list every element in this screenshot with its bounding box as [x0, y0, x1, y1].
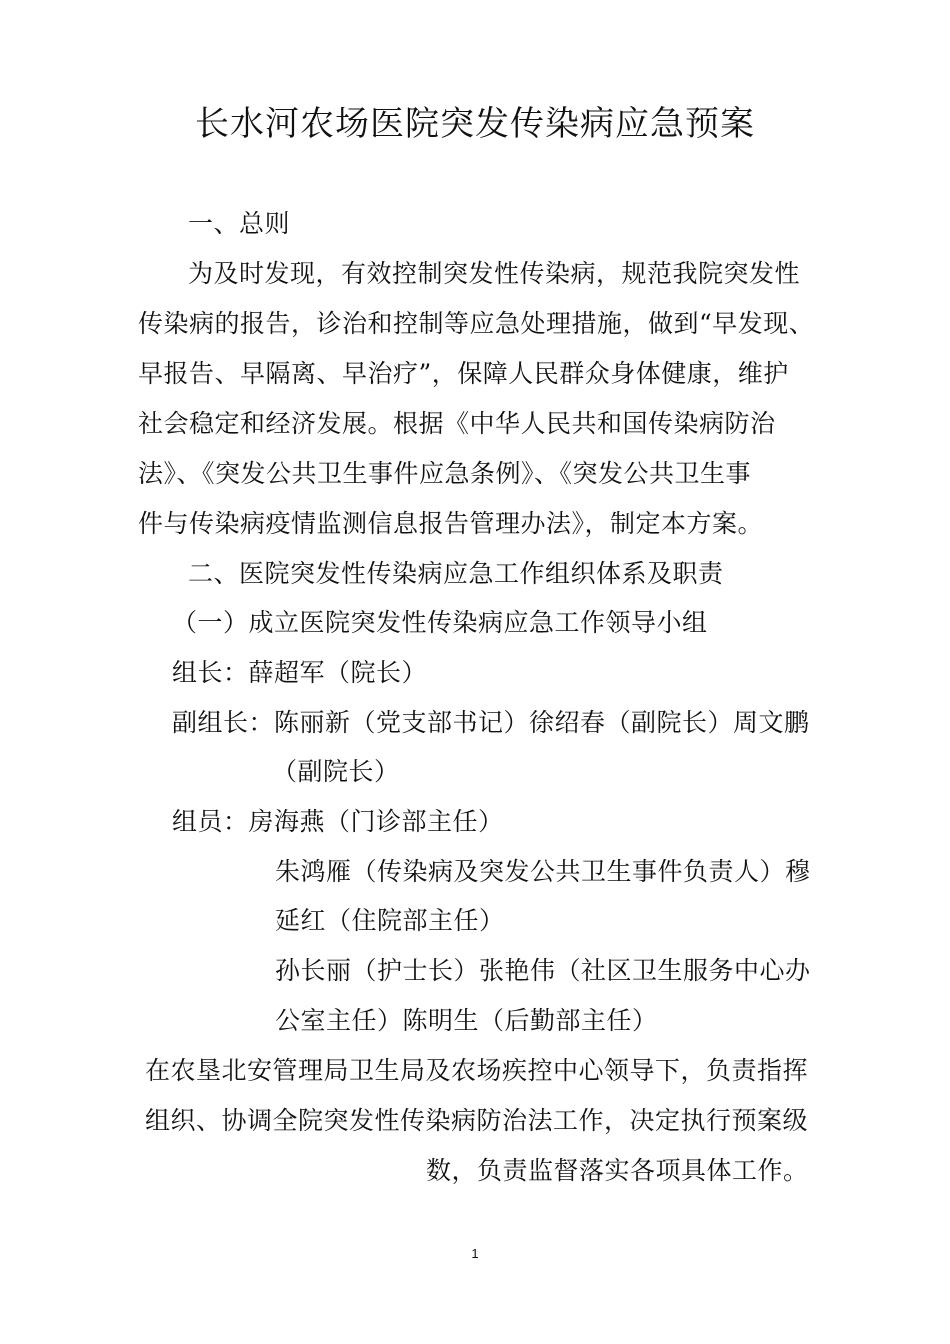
document-title: 长水河农场医院突发传染病应急预案 — [195, 104, 755, 144]
paragraph-line: 社会稳定和经济发展。根据《中华人民共和国传染病防治 — [138, 409, 776, 438]
deputy-leader-line: 副组长：陈丽新（党支部书记）徐绍春（副院长）周文鹏 — [172, 708, 810, 737]
members-line-cont: 公室主任）陈明生（后勤部主任） — [275, 1006, 658, 1035]
paragraph-line: 传染病的报告，诊治和控制等应急处理措施，做到“早发现、 — [138, 309, 815, 338]
subsection-heading: （一）成立医院突发性传染病应急工作领导小组 — [172, 608, 708, 637]
paragraph-line: 件与传染病疫情监测信息报告管理办法》，制定本方案。 — [138, 509, 764, 538]
paragraph-line: 法》、《突发公共卫生事件应急条例》、《突发公共卫生事 — [138, 459, 752, 488]
group-leader-line: 组长：薛超军（院长） — [172, 658, 428, 687]
members-line: 组员：房海燕（门诊部主任） — [172, 807, 504, 836]
duties-paragraph-line: 组织、协调全院突发性传染病防治法工作，决定执行预案级 — [145, 1106, 809, 1135]
section-heading-organization: 二、医院突发性传染病应急工作组织体系及职责 — [188, 559, 724, 588]
page-number: 1 — [471, 1246, 479, 1261]
duties-paragraph-line: 数，负责监督落实各项具体工作。 — [426, 1156, 809, 1185]
paragraph-line: 为及时发现，有效控制突发性传染病，规范我院突发性 — [188, 259, 801, 288]
deputy-leader-line-cont: （副院长） — [272, 757, 400, 786]
members-line-cont: 延红（住院部主任） — [275, 906, 505, 935]
members-line-cont: 孙长丽（护士长）张艳伟（社区卫生服务中心办 — [275, 956, 811, 985]
members-line-cont: 朱鸿雁（传染病及突发公共卫生事件负责人）穆 — [275, 857, 811, 886]
section-heading-general: 一、总则 — [188, 209, 291, 238]
duties-paragraph-line: 在农垦北安管理局卫生局及农场疾控中心领导下，负责指挥 — [145, 1056, 809, 1085]
paragraph-line: 早报告、早隔离、早治疗”，保障人民群众身体健康，维护 — [138, 359, 789, 388]
